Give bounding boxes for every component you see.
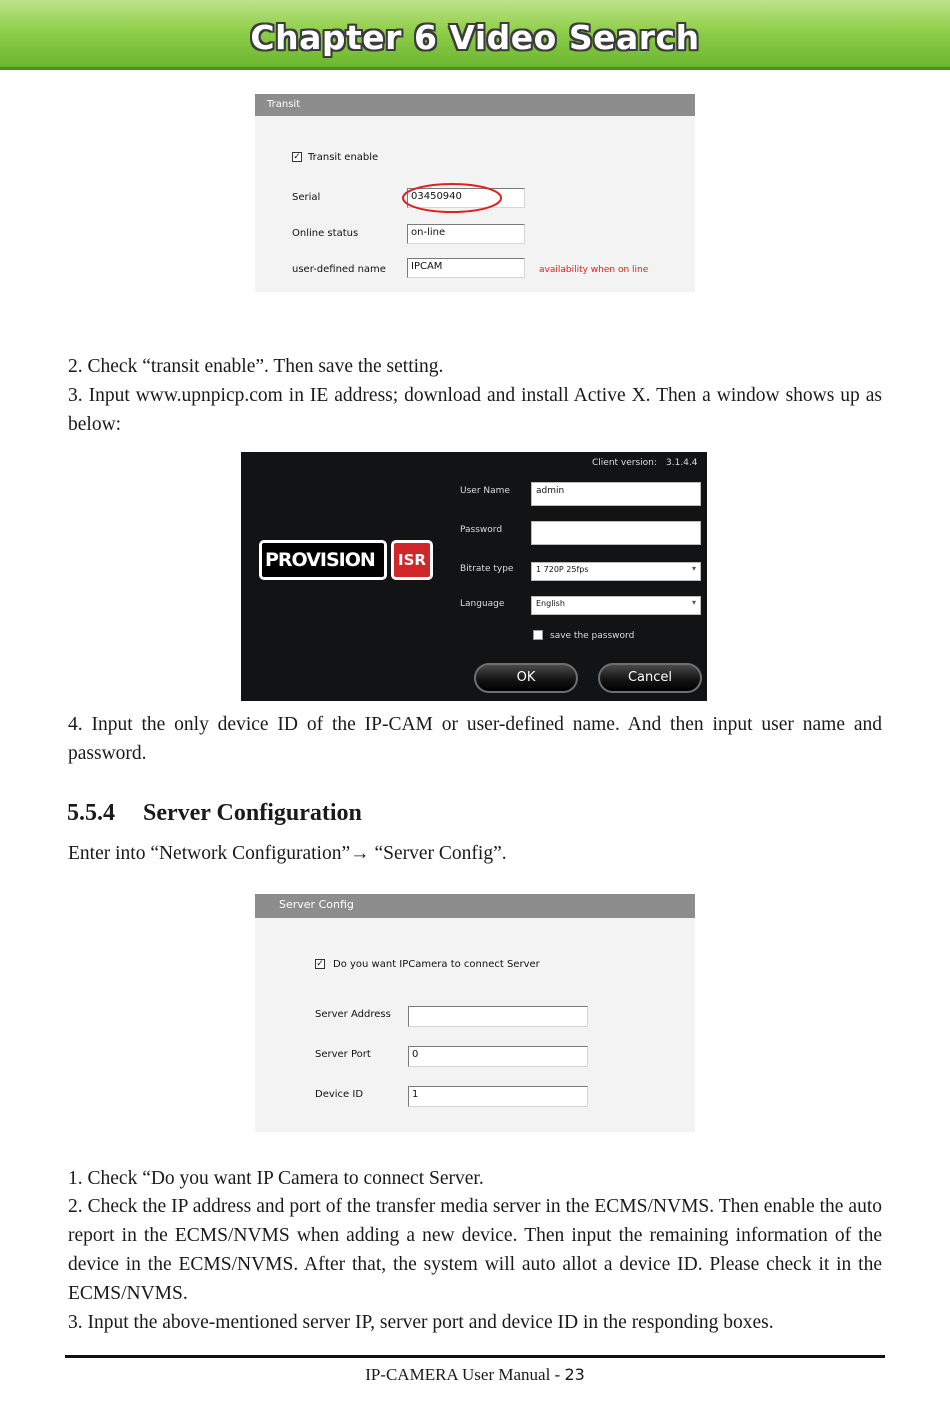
chevron-down-icon: ▾ [691,598,696,607]
connect-server-label: Do you want IPCamera to connect Server [333,959,540,970]
footer-label: IP-CAMERA User Manual - [365,1365,565,1384]
transit-enable-label: Transit enable [308,152,379,163]
language-label: Language [460,599,505,609]
password-input[interactable] [531,521,701,545]
logo-isr-box [391,540,433,580]
chapter-banner [0,0,950,70]
logo-isr-text: ISR [398,551,426,569]
transit-panel-title: Transit [267,99,301,110]
server-config-header [255,894,695,918]
serial-label: Serial [292,192,321,203]
step-3-text: 3. Input www.upnpicp.com in IE address; download and install Active X. Then a window shows up as below: [68,385,882,435]
bitrate-type-value: 1 720P 25fps [536,565,589,574]
server-step-1-text: 1. Check “Do you want IP Camera to connect Server. [68,1168,484,1189]
logo-provision-text: PROVISION [265,549,375,571]
step-2-text: 2. Check “transit enable”. Then save the setting. [68,356,444,377]
serial-highlight-circle [400,182,504,214]
client-version-value: 3.1.4.4 [666,458,698,468]
section-title: Server Configuration [143,800,362,826]
cancel-button[interactable]: Cancel [598,663,702,693]
online-status-label: Online status [292,228,359,239]
transit-enable-checkbox[interactable]: ✓ [293,152,301,162]
language-select[interactable] [531,596,701,615]
user-defined-name-field[interactable]: IPCAM [407,258,525,278]
username-input[interactable]: admin [531,482,701,506]
transit-settings-panel [255,94,695,292]
section-number: 5.5.4 [67,800,115,826]
device-id-label: Device ID [315,1089,364,1100]
transit-panel-header [255,94,695,116]
login-window [241,452,707,701]
serial-field[interactable]: 03450940 [407,188,525,208]
provision-isr-logo [259,540,433,584]
save-password-checkbox[interactable] [533,630,543,640]
footer-rule [65,1355,885,1358]
client-version-label: Client version: [592,458,657,468]
server-config-panel [255,894,695,1132]
server-port-label: Server Port [315,1049,371,1060]
server-address-input[interactable] [408,1006,588,1027]
device-id-input[interactable]: 1 [408,1086,588,1107]
section-heading [67,800,362,827]
server-config-title: Server Config [279,898,354,911]
connect-server-checkbox[interactable]: ✓ [316,959,324,969]
chapter-title: Chapter 6 Video Search [250,18,700,57]
server-address-label: Server Address [315,1009,391,1020]
server-step-3-text: 3. Input the above-mentioned server IP, server port and device ID in the responding boxes. [68,1312,774,1333]
availability-note: availability when on line [539,265,649,275]
language-value: English [536,599,565,608]
chevron-down-icon: ▾ [691,564,696,573]
page-footer [0,1365,950,1385]
step-4-text: 4. Input the only device ID of the IP-CAM or user-defined name. And then input user name and password. [68,714,882,764]
server-step-2-text: 2. Check the IP address and port of the transfer media server in the ECMS/NVMS. Then enable the auto report in the ECMS/NVMS when adding a new device. Then input the remaining information of the device in the ECMS/NVMS. After that, the system will auto allot a device ID. Please check it in the ECMS/NVMS. [68,1196,882,1304]
password-label: Password [460,525,503,535]
page-number: 23 [564,1365,585,1384]
save-password-label: save the password [550,631,635,641]
logo-provision-box [259,540,387,580]
bitrate-type-select[interactable] [531,562,701,581]
ok-button[interactable]: OK [474,663,578,693]
section-intro-text: Enter into “Network Configuration”→ “Server Config”. [68,843,507,864]
username-label: User Name [460,486,510,496]
online-status-field: on-line [407,224,525,244]
bitrate-type-label: Bitrate type [460,564,514,574]
user-defined-name-label: user-defined name [292,264,386,275]
server-port-input[interactable]: 0 [408,1046,588,1067]
